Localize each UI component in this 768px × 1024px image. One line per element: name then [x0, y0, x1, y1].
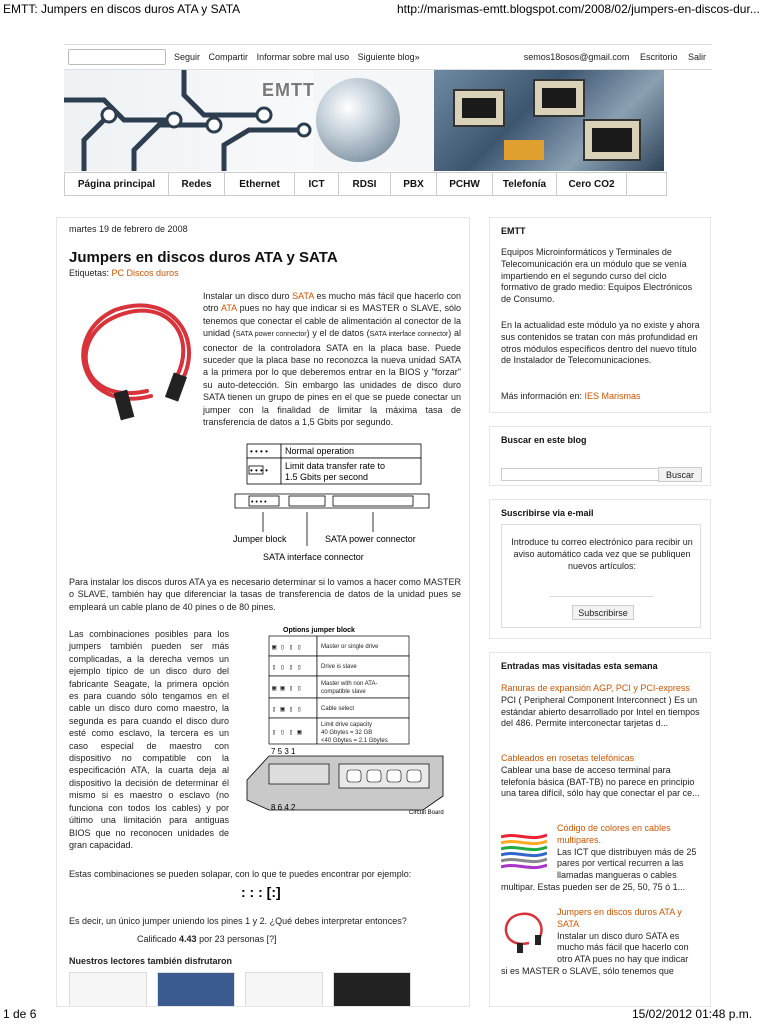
popular-item — [501, 907, 703, 978]
navbar-links — [174, 52, 426, 62]
sata-link[interactable]: SATA — [292, 291, 314, 301]
subscribe-text: Introduce tu correo electrónico para recibir un aviso automático cada vez que se publiquen nuevos artículos: — [511, 537, 693, 571]
about-text-1: Equipos Microinformáticos y Terminales de Telecomunicación era un módulo que se venía impartiendo en el segundo curso del ciclo formativo de grado medio: Equipos Electrónicos de Consumo. — [501, 247, 693, 305]
popular-item-title[interactable]: Jumpers en discos duros ATA y SATA — [557, 907, 682, 929]
svg-text:▯ ▯ ▯ ▯: ▯ ▯ ▯ ▯ — [272, 663, 302, 671]
share-link[interactable]: Compartir — [208, 52, 249, 62]
main-menu — [64, 172, 667, 196]
blog-title: EMTT — [262, 80, 315, 100]
print-url: http://marismas-emtt.blogspot.com/2008/02/jumpers-en-discos-dur... — [397, 2, 760, 16]
menu-pbx[interactable]: PBX — [391, 173, 437, 195]
menu-rdsi[interactable]: RDSI — [339, 173, 391, 195]
sidebar-about — [489, 217, 711, 413]
svg-text:• • • •: • • • • — [250, 447, 268, 456]
rating-suffix[interactable]: por 23 personas [?] — [196, 934, 277, 944]
jumper-example-glyph: : : : [:] — [241, 884, 281, 900]
blog-search-button[interactable]: Buscar — [658, 467, 702, 482]
post-paragraph-5: Es decir, un único jumper uniendo los pines 1 y 2. ¿Qué debes interpretar entonces? — [69, 916, 407, 926]
account-email: semos18osos@gmail.com — [523, 52, 630, 62]
popular-item-title[interactable]: Código de colores en cables multipares. — [557, 823, 671, 845]
print-header — [0, 0, 768, 18]
globe-image — [316, 78, 400, 162]
related-thumb[interactable] — [333, 972, 411, 1007]
opt-slave: Drive is slave — [321, 664, 357, 670]
p1-text-e: ) al conector de la controladora SATA en la placa base. Puede suceder que la placa base no reconozca la nueva unidad SATA a la primera por lo que deberemos entrar en la BIOS y "forzar" su auto-detección. Sin embargo las unidades de disco duro SATA tienen un grupo de pines en el que se puede conectar un jumper con la finalidad de limitar la máxima tasa de transferencia de datos a 1,5 Gbits por segundo. — [203, 328, 461, 428]
menu-redes[interactable]: Redes — [169, 173, 225, 195]
opt-limit-2: 40 Gbytes = 32 GB — [321, 730, 373, 736]
blog-search-input[interactable] — [501, 468, 659, 481]
popular-item-snippet-b: si es MASTER o SLAVE, sólo tenemos que — [501, 965, 674, 976]
print-page-title: EMTT: Jumpers en discos duros ATA y SATA — [3, 2, 241, 16]
p1-text-b: es mucho más fácil que hacerlo con otro — [203, 291, 461, 314]
post-date: martes 19 de febrero de 2008 — [69, 224, 188, 234]
print-page-number: 1 de 6 — [3, 1007, 37, 1021]
post-paragraph-4: Estas combinaciones se pueden solapar, con lo que te puedes encontrar por ejemplo: — [69, 869, 412, 879]
sidebar-popular-posts — [489, 652, 711, 1007]
opt-cable-select: Cable select — [321, 706, 355, 712]
p1-text-c: pues no hay que indicar si es MASTER o SLAVE, sólo tenemos que conectar el cable de alimentación al conector de la unidad ( — [203, 303, 462, 339]
menu-home[interactable]: Página principal — [65, 173, 169, 195]
post-paragraph-1 — [203, 290, 461, 428]
rating-prefix: Calificado — [137, 934, 180, 944]
svg-text:• • • •: • • • • — [250, 466, 268, 475]
report-abuse-link[interactable]: Informar sobre mal uso — [256, 52, 350, 62]
options-header: Options jumper block — [283, 627, 355, 634]
menu-telefonia[interactable]: Telefonía — [493, 173, 557, 195]
jumper-block-label: Jumper block — [233, 534, 287, 544]
popular-item-title[interactable]: Cableados en rosetas telefónicas — [501, 753, 635, 763]
post-title[interactable]: Jumpers en discos duros ATA y SATA — [69, 249, 338, 266]
svg-text:▯ ▯ ▯ ▣: ▯ ▯ ▯ ▣ — [272, 728, 302, 736]
sata-interface-label: SATA interface connector — [263, 552, 364, 562]
blogger-navbar — [64, 44, 712, 70]
p1-interface-connector: SATA interface connector — [369, 331, 449, 339]
post-paragraph-2: Para instalar los discos duros ATA ya es necesario determinar si lo vamos a hacer como MASTER o SLAVE, también hay que diferenciar la tasas de transferencia de datos de la unidad pues se empleará un cable plano de 40 pines o de 80 pines. — [69, 577, 461, 612]
search-title: Buscar en este blog — [501, 435, 587, 445]
sidebar-subscribe — [489, 499, 711, 639]
rating-value: 4.43 — [179, 934, 197, 944]
svg-text:▣ ▯ ▯ ▯: ▣ ▯ ▯ ▯ — [272, 643, 302, 651]
related-thumb[interactable] — [245, 972, 323, 1007]
limit-label-line2: 1.5 Gbits per second — [285, 472, 369, 482]
label-links[interactable]: PC Discos duros — [111, 268, 179, 278]
about-text-2: En la actualidad este módulo ya no existe y ahora sus contenidos se tratan con más profundidad en otros módulos específicos dentro del nuevo título de Instalador de Telecomunicaciones. — [501, 320, 700, 366]
popular-item-snippet-b: multipar. Estas pueden ser de 25, 50, 75 ó 1... — [501, 881, 686, 892]
p1-text-d: ) y el de datos ( — [306, 328, 370, 339]
sidebar-search — [489, 426, 711, 486]
blog-header-banner[interactable] — [64, 70, 664, 171]
about-more-label: Más información en: — [501, 391, 585, 401]
follow-link[interactable]: Seguir — [174, 52, 201, 62]
print-timestamp: 15/02/2012 01:48 p.m. — [632, 1007, 753, 1021]
popular-title: Entradas mas visitadas esta semana — [501, 661, 658, 671]
p1-power-connector: SATA power connector — [235, 331, 307, 339]
top-pin-numbers: 7 5 3 1 — [271, 747, 296, 756]
related-posts-heading: Nuestros lectores también disfrutaron — [69, 956, 233, 966]
limit-label-line1: Limit data transfer rate to — [285, 461, 386, 471]
bottom-pin-numbers: 8 6 4 2 — [271, 803, 296, 812]
navbar-account — [516, 52, 706, 62]
electronic-components-image — [434, 70, 664, 171]
opt-master: Master or single drive — [321, 644, 379, 650]
sata-jumper-diagram — [233, 442, 433, 566]
labels-caption: Etiquetas: — [69, 268, 110, 278]
logout-link[interactable]: Salir — [687, 52, 706, 62]
menu-ict[interactable]: ICT — [295, 173, 339, 195]
popular-item — [501, 683, 703, 730]
popular-item-snippet-a: Instalar un disco duro SATA es mucho más fácil que hacerlo con otro ATA pues no hay que indicar — [557, 930, 689, 965]
post-rating — [137, 934, 277, 944]
related-thumb[interactable] — [69, 972, 147, 1007]
next-blog-link[interactable]: Siguiente blog» — [357, 52, 420, 62]
navbar-search-input[interactable] — [68, 49, 166, 65]
svg-text:▣ ▣ ▯ ▯: ▣ ▣ ▯ ▯ — [272, 684, 302, 692]
opt-master-nonata-2: compatible slave — [321, 689, 366, 695]
menu-cero-co2[interactable]: Cero CO2 — [557, 173, 627, 195]
ata-link[interactable]: ATA — [221, 303, 237, 314]
seagate-jumper-diagram — [243, 624, 451, 816]
circuit-board-label: Circuit Board — [409, 810, 444, 816]
popular-item — [501, 753, 703, 800]
popular-item-snippet-a: Las ICT que distribuyen más de 25 pares por vertical recurren a las llamadas mangueras o cables — [557, 846, 697, 881]
subscribe-button[interactable]: Subscribirse — [572, 605, 634, 620]
popular-item-snippet: Cablear una base de acceso terminal para telefonía básica (BAT-TB) no parece en principio una tarea difícil, sólo hay que conectar el par ce... — [501, 764, 700, 799]
dashboard-link[interactable]: Escritorio — [639, 52, 678, 62]
about-more — [501, 391, 701, 403]
post-labels — [69, 268, 179, 278]
sata-cable-image — [77, 296, 193, 436]
popular-item — [501, 823, 703, 894]
subscribe-email-input[interactable] — [550, 583, 654, 597]
ies-marismas-link[interactable]: IES Marismas — [584, 391, 641, 401]
blog-post — [56, 217, 470, 1007]
normal-operation-label: Normal operation — [285, 446, 355, 456]
sata-cable-thumbnail[interactable] — [501, 909, 547, 955]
opt-limit-3: <40 Gbytes = 2.1 Gbytes — [321, 738, 388, 744]
multipair-cable-thumbnail[interactable] — [501, 827, 547, 873]
related-thumb[interactable] — [157, 972, 235, 1007]
popular-item-title[interactable]: Ranuras de expansión AGP, PCI y PCI-express — [501, 683, 690, 693]
subscribe-title: Suscribirse via e-mail — [501, 508, 594, 518]
menu-pchw[interactable]: PCHW — [437, 173, 493, 195]
p1-text-a: Instalar un disco duro — [203, 291, 293, 301]
post-paragraph-3: Las combinaciones posibles para los jumpers también pueden ser más complicadas, a la derecha vemos un ejemplo típico de un disco duro del fabricante Seagate, la primera opción es para cuando sólo tengamos en el cable un disco duro como maestro, la segunda es para cuando el disco duro esté como esclavo, la tercera es un caso especial de maestro con dispositivo no compatible con la especificación ATA, la cuarta deja al dispositivo la decisión de determinar él mismo si es maestro o esclavo (no funciona con todos los cables) y por último una limitación para antiguas BIOS que no reconocen unidades de gran capacidad. — [69, 629, 229, 850]
popular-item-snippet: PCI ( Peripheral Component Interconnect ) Es un estándar abierto desarrollado por Intel en tiempos del 486. Permite interconectar tarjetas d... — [501, 694, 700, 729]
opt-master-nonata-1: Master with non ATA- — [321, 681, 378, 687]
about-title: EMTT — [501, 226, 526, 236]
sata-power-label: SATA power connector — [325, 534, 416, 544]
related-posts-thumbnails — [69, 972, 449, 1007]
menu-ethernet[interactable]: Ethernet — [225, 173, 295, 195]
svg-text:• • • •: • • • • — [251, 499, 267, 506]
svg-text:▯ ▣ ▯ ▯: ▯ ▣ ▯ ▯ — [272, 705, 302, 713]
opt-limit-1: Limit drive capacity — [321, 722, 373, 728]
subscribe-form — [501, 524, 701, 628]
